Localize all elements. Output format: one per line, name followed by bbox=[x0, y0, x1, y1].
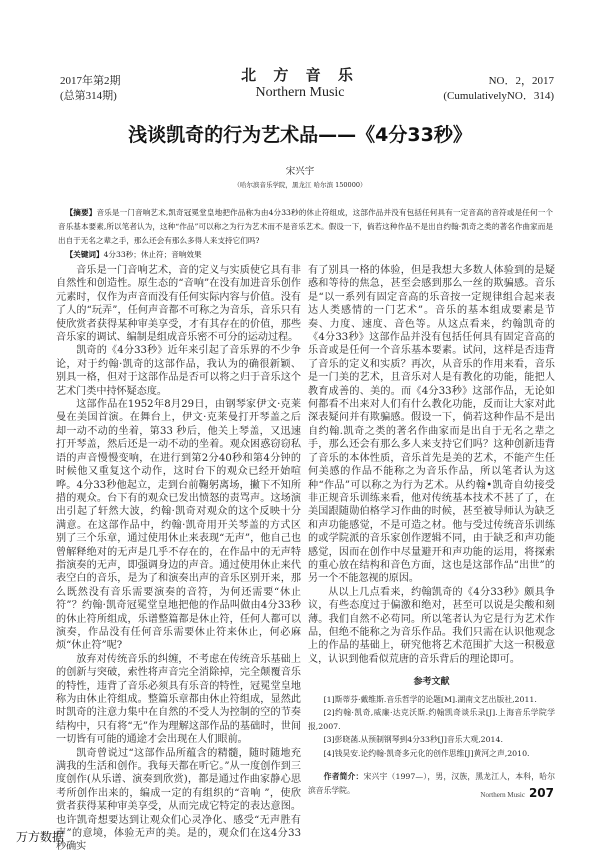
abstract bbox=[58, 206, 553, 248]
reference-item: [3]彭晓菡.从预制钢琴到4分33秒[J]音乐大观,2014. bbox=[323, 735, 503, 745]
total-issue-number-en: (CumulativelyNO．314) bbox=[443, 90, 554, 102]
abstract-label: 【摘要】 bbox=[65, 208, 97, 217]
issue-number-en: NO．2，2017 bbox=[488, 75, 554, 87]
issue-number: 2017年第2期 bbox=[60, 75, 121, 87]
paragraph-continued: 有了别具一格的体验，但是我想大多数人体验到的是疑惑和等待的焦急，甚至会感到那么一丝的欺骗感。音乐是“以一系列有固定音高的乐音按一定规律组合起来表达人类感情的一门艺术”。音乐的基本组成要素是节奏、力度、速度、音色等。从这点看来，约翰凯奇的《4分33秒》这部作品并没有包括任何具有固定音高的乐音或是任何一个音乐基本要素。试问，这样是否违背了音乐的定义和实质？再次，从音乐的作用来看，音乐是一门美的艺术，且音乐对人是有教化的功能，能把人教育成善的、美的。而《4分33秒》这部作品，无论如何都看不出来对人们有什么教化功能，反而让大家对此深表疑问并有欺骗感。假设一下，倘若这种作品不是出自约翰.凯奇之类的著名作曲家而是出自于无名之辈之手，那么还会有那么多人来支持它们吗？这种创新违背了音乐的本体性质，音乐首先是美的艺术，不能产生任何美感的作品不能称之为音乐作品，所以笔者认为这种“作品”可以称之为行为艺术。从约翰•凯奇自幼接受非正规音乐训练来看，他对传统基本技术不甚了了，在美国跟随勋伯格学习作曲的时候，甚至被导师认为缺乏和声功能感觉，不是可造之材。他与受过传统音乐训练的或学院派的音乐家创作逻辑不同，由于缺乏和声功能感觉，因而在创作中尽量避开和声功能的运用，将探索的重心放在结构和音色方面，这也是这部作品“出世”的另一个不能忽视的原因。 bbox=[308, 265, 555, 585]
references-heading: 参考文献 bbox=[413, 677, 450, 688]
abstract-text: 音乐是一门音响艺术,凯奇冠冕堂皇地把作品称为由4分33秒的休止符组成，这部作品并没有包括任何具有一定音高的音符或是任何一个音乐基本要素,所以笔者认为，这种“作品”可以称之为行为艺术而不是音乐艺术。假设一下，倘若这种作品不是出自约翰·凯奇之类的著名作曲家而是出自于无名之辈之手，那么还会有那么多得人来支持它们吗? bbox=[58, 208, 554, 245]
paragraph: 放弃对传统音乐的纠缠，不考虑在传统音乐基础上的创新与突破，索性将声音完全消除掉，完全颠覆音乐的特性，违背了音乐必须具有乐音的特性，冠冕堂皇地称为由休止符组成。整篇乐章都由休止符组成，显然此时凯奇的注意力集中在自然的不受人为控制的空的节奏结构中，只有将“无”作为理解这部作品的基础时，世间一切皆有可能的通途才会出现在人们眼前。 bbox=[56, 653, 301, 746]
paragraph: 凯奇曾说过“这部作品所蕴含的精髓，随时随地充满我的生活和创作。我每天都在听它。”从一度创作到三度创作(从乐谱、演奏到欣赏)，都是通过作曲家静心思考所创作出来的，编成一定的有组织的“音响 ”，使欣赏者获得某种审美享受，从而完成它特定的表达意图。也许凯奇想要达到让观众们心灵净化、感受“无声胜有声”的意境，体验无声的美。是的，观众们在这4分33秒确实 bbox=[56, 747, 301, 853]
article-title: 浅谈凯奇的行为艺术品——《4分33秒》 bbox=[128, 124, 472, 146]
keywords-text: 4分33秒；休止符；音响效果 bbox=[103, 250, 202, 259]
paragraph: 从以上几点看来，约翰凯奇的《4分33秒》颇具争议，有些态度过于偏激和绝对，甚至可以说是尖酸和刻薄。我们自然不必苟同。所以笔者认为它是行为艺术作品，但绝不能称之为音乐作品。我们只需在认识他观念上的作品的基础上，研究他将艺术范围扩大这一积极意义，认识到他看似荒唐的音乐背后的理论即可。 bbox=[308, 586, 555, 665]
author-bio-text: 宋兴宇（1997—），男，汉族，黑龙江人，本科，哈尔滨音乐学院。 bbox=[308, 772, 555, 796]
keywords bbox=[58, 248, 553, 262]
paragraph: 凯奇的《4分33秒》近年来引起了音乐界的不少争论，对于约翰·凯奇的这部作品，我认为的确很新颖、别具一格，但对于这部作品是否可以将之归于音乐这个艺术门类中持怀疑态度。 bbox=[56, 345, 301, 397]
reference-item: [1]斯蒂芬·戴维斯.音乐哲学的论题[M].湖南文艺出版社,2011. bbox=[323, 694, 537, 704]
paragraph: 这部作品在1952年8月29日，由钢琴家伊文·克莱曼在美国首演。在舞台上，伊文·克莱曼打开琴盖之后却一动不动的坐着，第33 秒后，他关上琴盖，又迅速打开琴盖，然后还是一动不动的坐着。观众困惑窃窃私语的声音慢慢变响，在进行到第2分40秒和第4分钟的时候他又重复这个动作，这时台下的观众已经开始喧哗。4分33秒他起立，走到台前鞠躬离场，撇下不知所措的观众。台下有的观众已发出愤怒的责骂声。这场演出引起了轩然大波，约翰·凯奇对观众的这个反映十分满意。在这部作品中，约翰·凯奇用开关琴盖的方式区别了三个乐章，通过使用休止来表现“无声”，他自己也曾解释绝对的无声是几乎不存在的，在作品中的无声特指演奏的无声，即强调身边的声音。通过使用休止来代表空白的音乐，是为了和演奏出声的音乐区别开来，那么既然没有音乐需要演奏的音符，为何还需要“休止符”？约翰·凯奇冠冕堂皇地把他的作品叫做由4分33秒的休止符所组成，乐谱整篇都是休止符，任何人都可以演奏，作品没有任何音乐需要休止符来休止，何必麻烦“休止符”呢? bbox=[56, 399, 301, 652]
author-name: 宋兴宇 bbox=[285, 166, 315, 177]
journal-name-cn: 北 方 音 乐 bbox=[241, 66, 359, 84]
total-issue-number: (总第314期) bbox=[60, 90, 117, 102]
keywords-label: 【关键词】 bbox=[65, 250, 104, 259]
page-number: 207 bbox=[528, 786, 554, 800]
abstract-block bbox=[58, 206, 553, 262]
issue-info-en bbox=[443, 74, 554, 104]
wanfang-logo: 万方数据 bbox=[16, 830, 65, 844]
footer-journal: Northern Music bbox=[480, 791, 525, 799]
author-bio-label: 作者简介： bbox=[323, 772, 364, 782]
reference-item: [4]钱昊安.论约翰·凯奇多元化的创作思维[J]黄河之声,2010. bbox=[323, 748, 530, 758]
reference-item: [2]约翰·凯奇,威廉·达克沃斯.约翰凯奇谈乐录[J].上海音乐学院学报,2007. bbox=[308, 708, 555, 731]
page-footer bbox=[480, 786, 554, 800]
author-affiliation: （哈尔滨音乐学院，黑龙江 哈尔滨 150000） bbox=[233, 181, 367, 189]
body-column-right bbox=[308, 264, 555, 798]
journal-name-en: Northern Music bbox=[255, 85, 345, 100]
paragraph: 音乐是一门音响艺术，音的定义与实质使它具有非自然性和创造性。原生态的“音响”在没有加进音乐创作元素时，仅作为声音而没有任何实际内容与价值。没有了人的“玩弄”，任何声音都不可称之为音乐，音乐只有使欣赏者获得某种审美享受，才有其存在的价值，那些音乐家的调试、编制是组成音乐密不可分的运动过程。 bbox=[56, 265, 301, 344]
body-column-left bbox=[56, 264, 301, 854]
